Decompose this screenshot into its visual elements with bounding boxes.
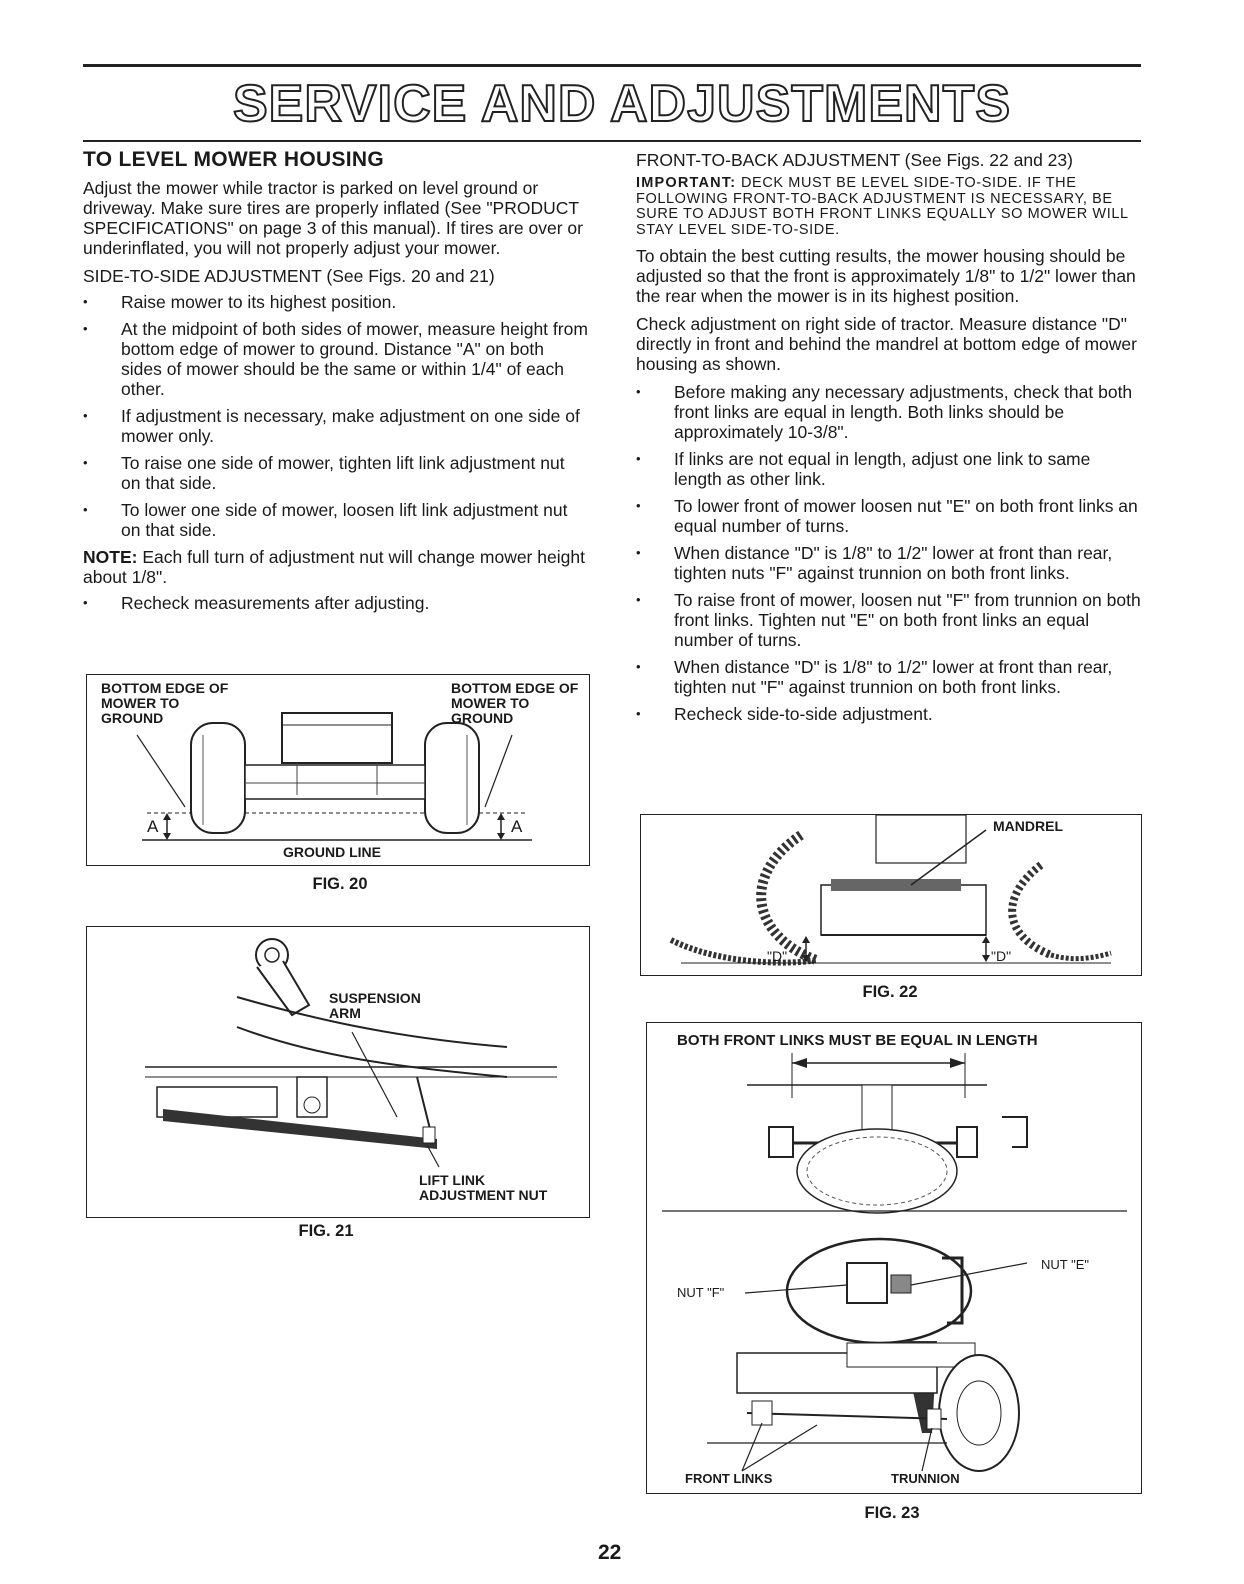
fig22-mandrel-label: MANDREL xyxy=(993,818,1063,834)
important-notice xyxy=(636,176,1142,238)
fig21-diagram xyxy=(86,926,590,1218)
fig20-caption: FIG. 20 xyxy=(312,875,368,893)
fig23-header: BOTH FRONT LINKS MUST BE EQUAL IN LENGTH xyxy=(677,1032,1038,1049)
top-rule xyxy=(83,64,1141,67)
fig23-trunnion-label: TRUNNION xyxy=(891,1471,960,1486)
list-item: • Recheck side-to-side adjustment. xyxy=(636,704,1142,724)
fig20-a-left: A xyxy=(147,817,159,836)
fig21-lift-link-label: LIFT LINK ADJUSTMENT NUT xyxy=(419,1172,548,1203)
section-heading: TO LEVEL MOWER HOUSING xyxy=(83,148,385,171)
important-text: DECK MUST BE LEVEL SIDE-TO-SIDE. IF THE FOLLOWING FRONT-TO-BACK ADJUSTMENT IS NECESSARY, BE SURE TO ADJUST BOTH FRONT LINKS EQUALLY SO MOWER WILL STAY LEVEL SIDE-TO-SIDE. xyxy=(636,175,1129,238)
fig21-caption: FIG. 21 xyxy=(298,1222,354,1240)
note-label: NOTE: xyxy=(83,547,138,567)
fig22-illustration xyxy=(641,815,1141,975)
fig20-diagram xyxy=(86,674,590,866)
right-column xyxy=(636,150,1142,731)
list-item: • To lower one side of mower, loosen lift link adjustment nut on that side. xyxy=(83,500,588,540)
fig23-diagram xyxy=(646,1022,1142,1494)
front-to-back-heading: FRONT-TO-BACK ADJUSTMENT (See Figs. 22 and 23) xyxy=(636,150,1073,170)
list-item: • Raise mower to its highest position. xyxy=(83,292,588,312)
page-title: SERVICE AND ADJUSTMENTS xyxy=(232,75,1012,133)
recheck-list xyxy=(83,593,588,613)
left-column xyxy=(83,150,588,620)
list-item: • If links are not equal in length, adjust one link to same length as other link. xyxy=(636,449,1142,489)
note xyxy=(83,547,588,587)
fig23-nut-f-label: NUT "F" xyxy=(677,1285,725,1300)
intro-paragraph: Adjust the mower while tractor is parked on level ground or driveway. Make sure tires are properly inflated (See "PRODUCT SPECIFICATIONS" on page 3 of this manual). If tires are over or underinflated, you will not properly adjust your mower. xyxy=(83,178,583,258)
fig20-a-right: A xyxy=(511,817,523,836)
page-number: 22 xyxy=(598,1541,622,1564)
title-rule xyxy=(83,140,1141,142)
list-item: • When distance "D" is 1/8" to 1/2" lower at front than rear, tighten nut "F" against trunnion on both front links. xyxy=(636,657,1142,697)
fig22-caption: FIG. 22 xyxy=(862,983,918,1001)
fig22-d-left: "D" xyxy=(767,948,788,964)
list-item: • When distance "D" is 1/8" to 1/2" lower at front than rear, tighten nuts "F" against trunnion on both front links. xyxy=(636,543,1142,583)
side-to-side-list xyxy=(83,292,588,540)
fig20-label-left: BOTTOM EDGE OF MOWER TO GROUND xyxy=(101,680,229,726)
fig23-front-links-label: FRONT LINKS xyxy=(685,1471,773,1486)
list-item: • To lower front of mower loosen nut "E" on both front links an equal number of turns. xyxy=(636,496,1142,536)
list-item: • Recheck measurements after adjusting. xyxy=(83,593,588,613)
list-item: • To raise front of mower, loosen nut "F" from trunnion on both front links. Tighten nut "E" on both front links an equal number of turns. xyxy=(636,590,1142,650)
important-label: IMPORTANT: xyxy=(636,175,737,191)
fig23-nut-e-label: NUT "E" xyxy=(1041,1257,1089,1272)
list-item: • At the midpoint of both sides of mower, measure height from bottom edge of mower to ground. Distance "A" on both sides of mower should be the same or within 1/4" of each other. xyxy=(83,319,588,399)
note-text: Each full turn of adjustment nut will change mower height about 1/8". xyxy=(83,547,585,587)
list-item: • Before making any necessary adjustments, check that both front links are equal in length. Both links should be approximately 10-3/8". xyxy=(636,382,1142,442)
fig20-label-right: BOTTOM EDGE OF MOWER TO GROUND xyxy=(451,680,579,726)
paragraph-check: Check adjustment on right side of tractor. Measure distance "D" directly in front and behind the mandrel at bottom edge of mower housing as shown. xyxy=(636,314,1137,374)
list-item: • If adjustment is necessary, make adjustment on one side of mower only. xyxy=(83,406,588,446)
list-item: • To raise one side of mower, tighten lift link adjustment nut on that side. xyxy=(83,453,588,493)
side-to-side-heading: SIDE-TO-SIDE ADJUSTMENT (See Figs. 20 and 21) xyxy=(83,266,495,286)
paragraph-cutting: To obtain the best cutting results, the mower housing should be adjusted so that the front is approximately 1/8" to 1/2" lower than the rear when the mower is in its highest position. xyxy=(636,246,1136,306)
front-to-back-list xyxy=(636,382,1142,724)
fig22-diagram xyxy=(640,814,1142,976)
fig22-d-right: "D" xyxy=(991,948,1012,964)
fig20-ground-line-label: GROUND LINE xyxy=(283,844,381,860)
fig23-caption: FIG. 23 xyxy=(864,1504,920,1522)
fig21-suspension-arm-label: SUSPENSION ARM xyxy=(329,990,421,1021)
